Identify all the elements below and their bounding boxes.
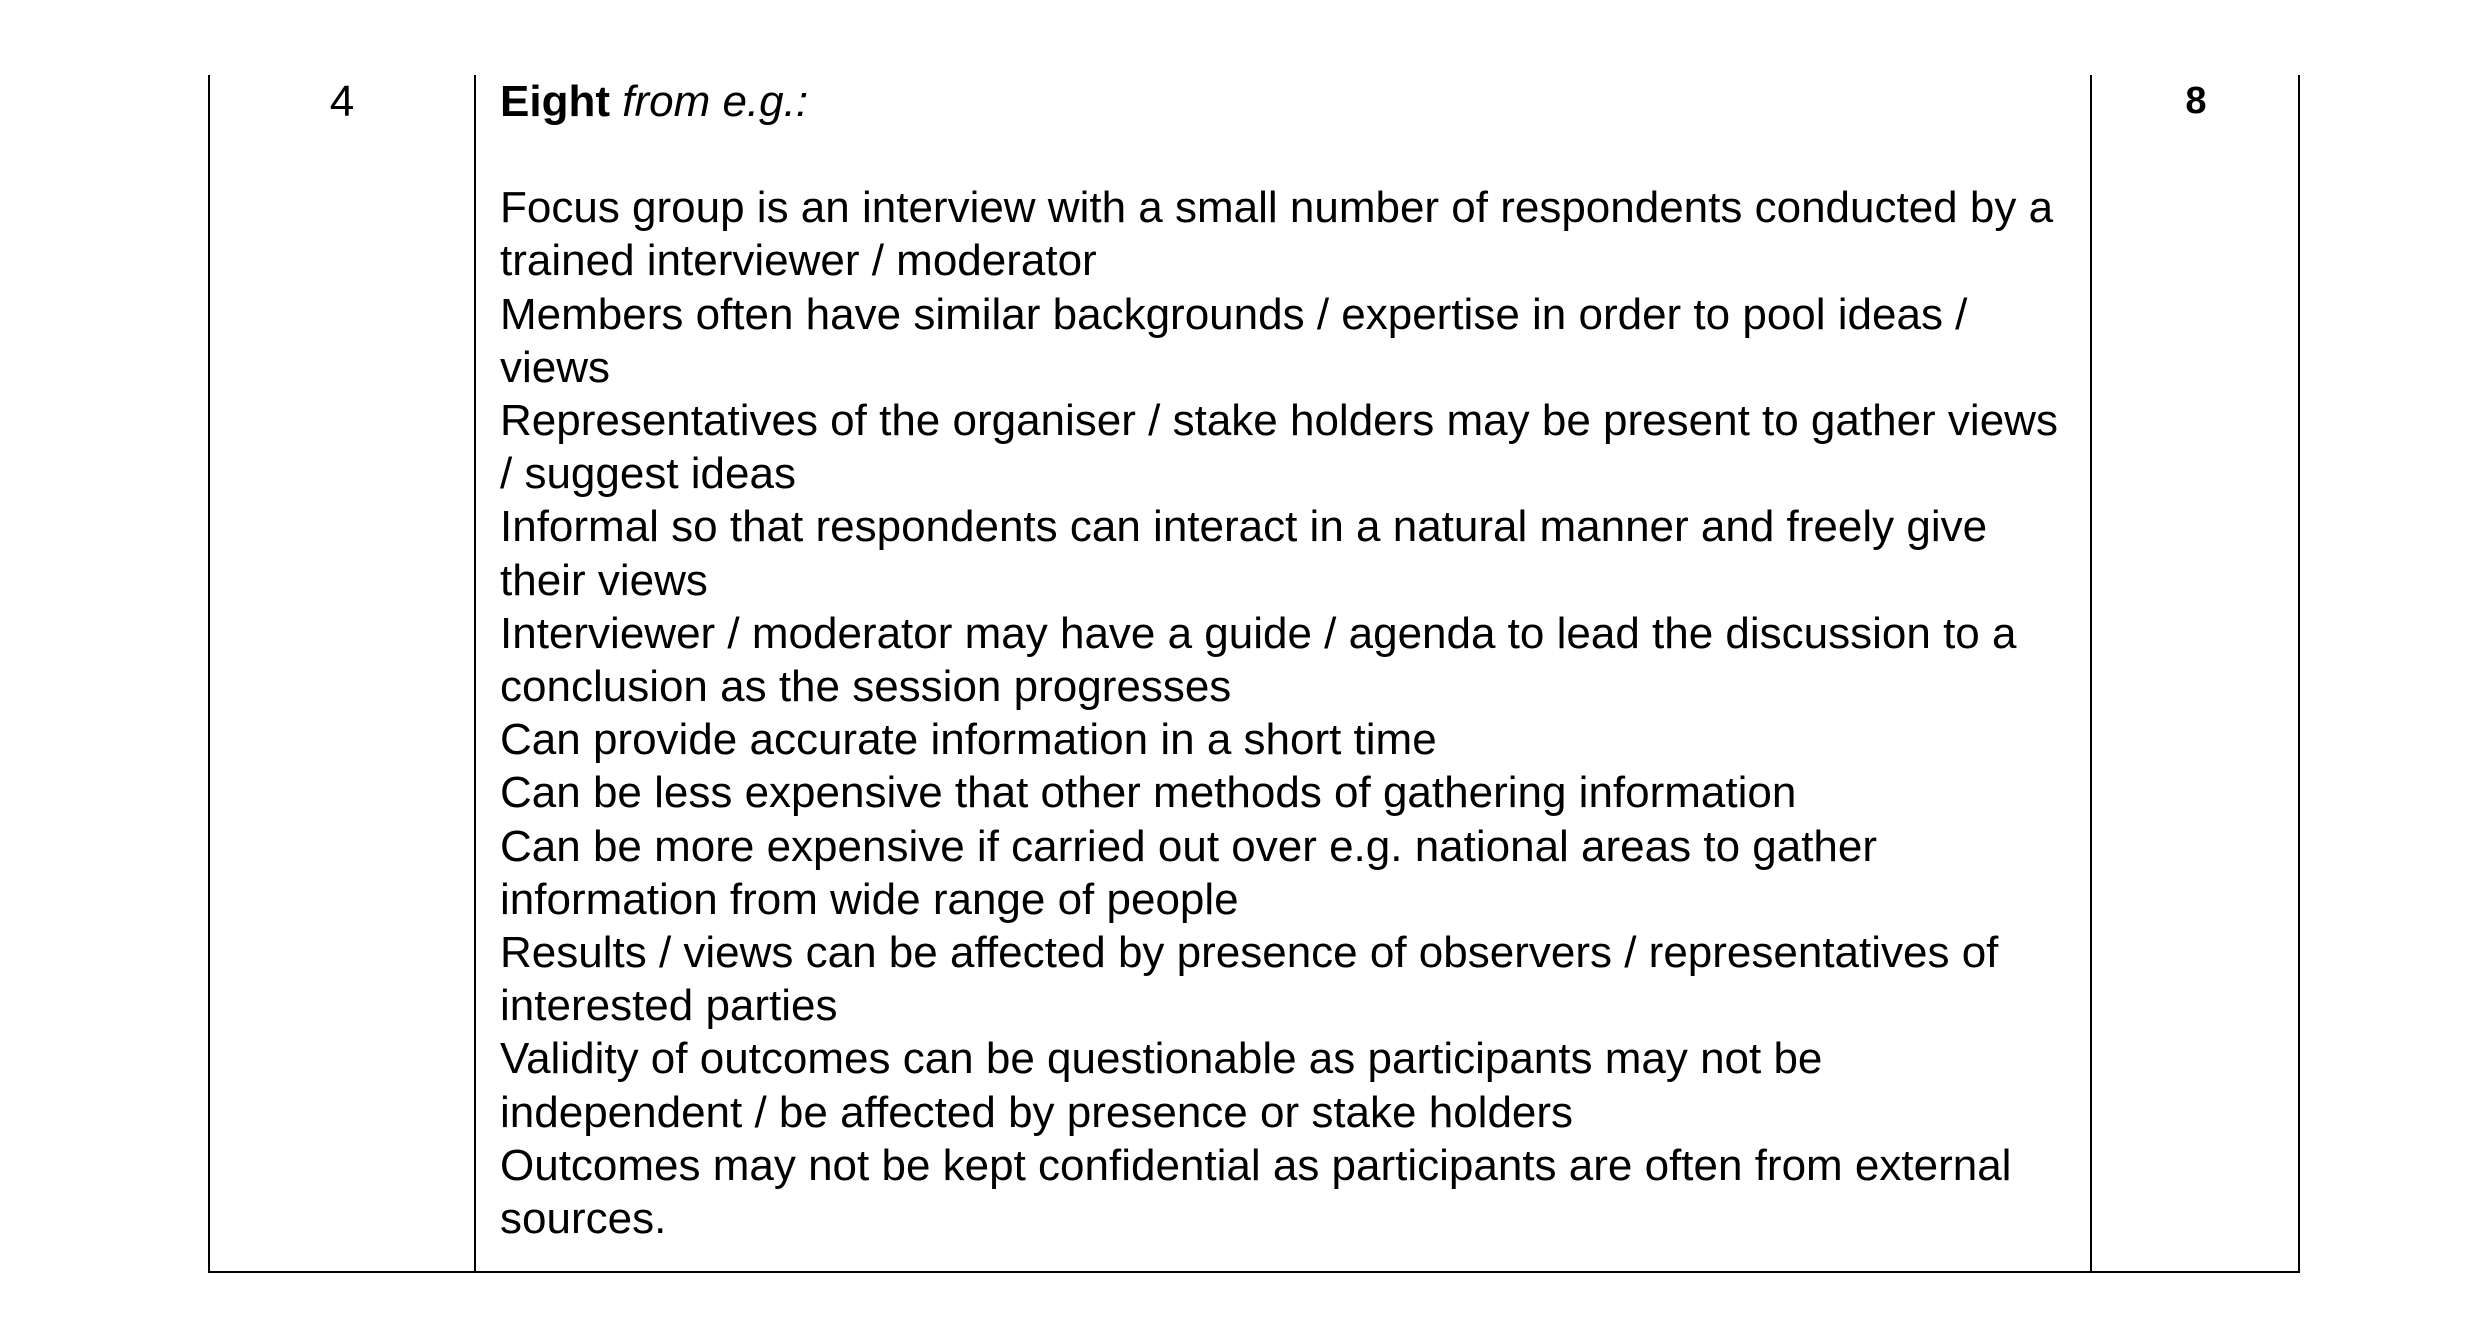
- question-number: 4: [329, 77, 355, 126]
- answer-instruction: [500, 75, 2070, 128]
- answer-point: Interviewer / moderator may have a guide / agenda to lead the discussion to a conclusion as the session progresses: [500, 608, 2017, 712]
- instruction-italic: from e.g.:: [622, 77, 809, 126]
- answer-point: Validity of outcomes can be questionable as participants may not be independent / be affected by presence or stake holders: [500, 1034, 1823, 1137]
- instruction-bold: Eight: [500, 77, 610, 126]
- answer-point: Can provide accurate information in a short time: [500, 715, 1437, 765]
- mark-scheme-table: [208, 75, 2300, 1273]
- column-divider: [2090, 75, 2092, 1271]
- answer-point: Members often have similar backgrounds / expertise in order to pool ideas / views: [500, 289, 1968, 392]
- answer-point: Can be more expensive if carried out over e.g. national areas to gather information from wide range of people: [500, 821, 1878, 924]
- answer-point: Outcomes may not be kept confidential as participants are often from external sources.: [500, 1140, 2012, 1244]
- answer-point: Informal so that respondents can interact in a natural manner and freely give their views: [500, 502, 1988, 605]
- answer-point: Results / views can be affected by presence of observers / representatives of interested parties: [500, 928, 1999, 1031]
- answer-point: Focus group is an interview with a small number of respondents conducted by a trained interviewer / moderator: [500, 183, 2054, 286]
- answer-point: Can be less expensive that other methods of gathering information: [500, 768, 1797, 818]
- column-divider: [474, 75, 476, 1271]
- answer-point: Representatives of the organiser / stake holders may be present to gather views / suggest ideas: [500, 396, 2058, 499]
- marks-value: 8: [2185, 80, 2207, 122]
- answer-cell: [500, 75, 2070, 1245]
